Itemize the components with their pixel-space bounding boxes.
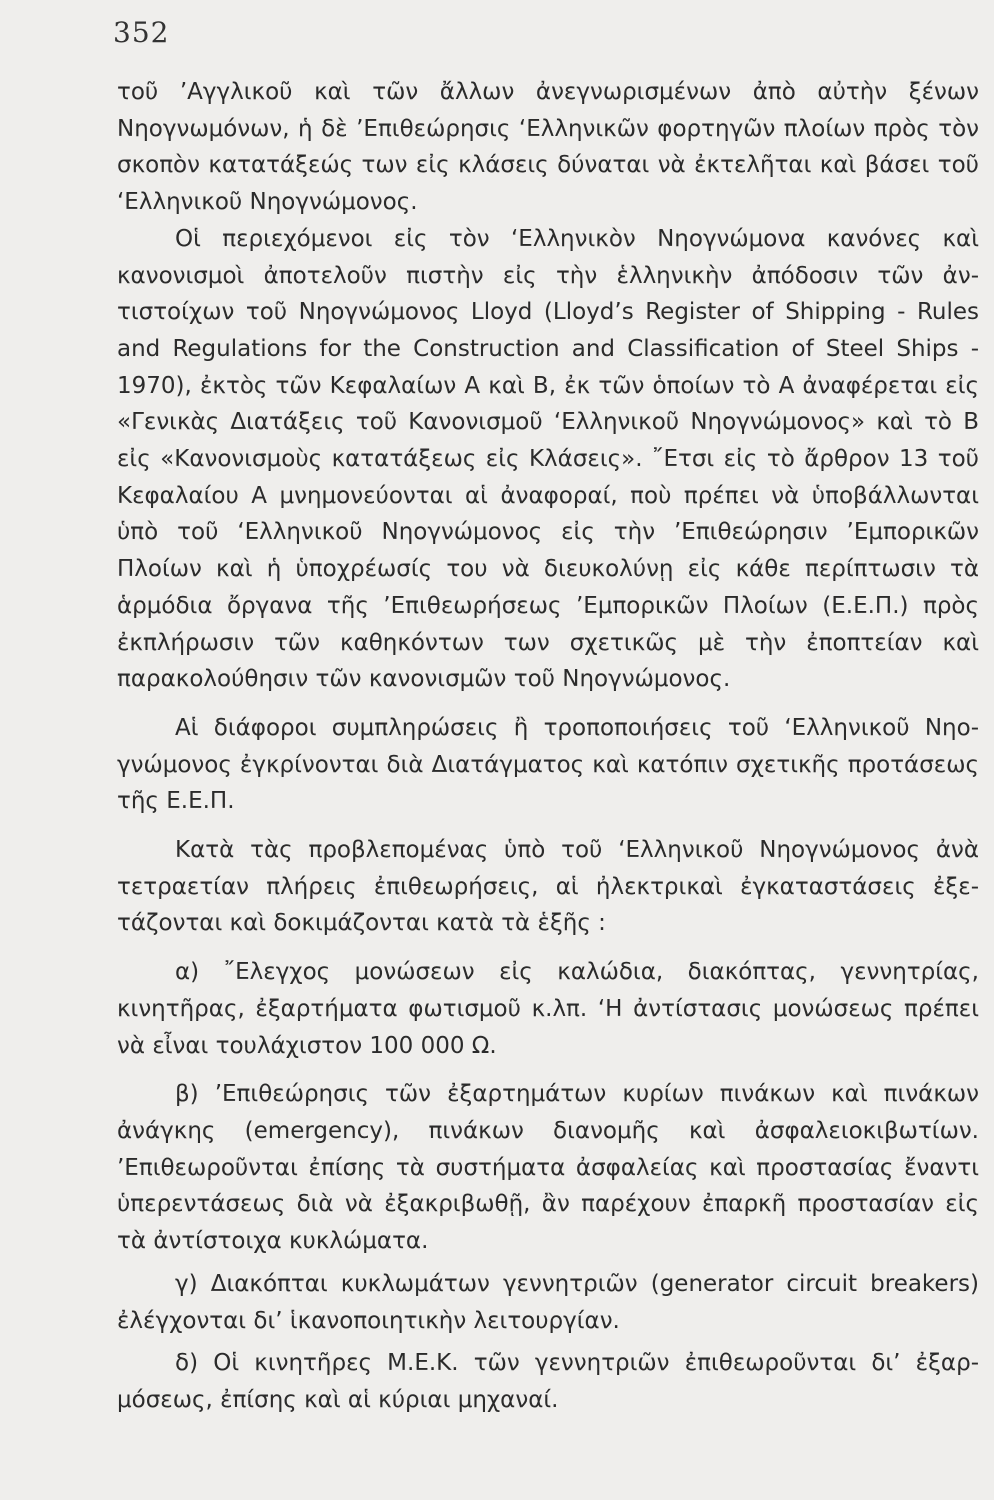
paragraph-inspections: Κατὰ τὰς προβλεπομένας ὑπὸ τοῦ ‘Ελληνικοῦ Νηογνώμονος ἀνὰ τετραετίαν πλήρεις ἐπιθεωρήσεις, αἱ ἠλεκτρικαὶ ἐγκαταστάσεις ἐξετάζονται καὶ δοκιμάζονται κατὰ τὰ ἑξῆς : xyxy=(117,837,979,937)
list-item-alpha: α) ῎Ελεγχος μονώσεων εἰς καλώδια, διακόπτας, γεννητρίας, κινητῆρας, ἐξαρτήματα φωτισμοῦ κ.λπ. ‘Η ἀντίστασις μονώσεως πρέπει νὰ εἶναι τουλάχιστον 100 000 Ω. xyxy=(117,959,979,1059)
list-item-beta: β) ’Επιθεώρησις τῶν ἐξαρτημάτων κυρίων πινάκων καὶ πινάκων ἀνάγκης (emergency), πινάκων διανομῆς καὶ ἀσφαλειοκιβωτίων. ’Επιθεωροῦνται ἐπίσης τὰ συστήματα ἀσφαλείας καὶ προστασίας ἔναντι ὑπερεντάσεως διὰ νὰ ἐξακριβωθῇ, ἂν παρέχουν ἐπαρκῆ προστασίαν εἰς τὰ ἀντίστοιχα κυκλώματα. xyxy=(117,1081,979,1255)
paragraph-lloyd-rules: Οἱ περιεχόμενοι εἰς τὸν ‘Ελληνικὸν Νηογνώμονα κανόνες καὶ κανονισμοὶ ἀποτελοῦν πιστὴν εἰς τὴν ἑλληνικὴν ἀπόδοσιν τῶν ἀντιστοίχων τοῦ Νηογνώμονος Lloyd (Lloyd’s Register of Shipping - Rules and Regulations for the Construction and Classification of Steel Ships - 1970), ἐκτὸς τῶν Κεφαλαίων Α καὶ Β, ἐκ τῶν ὁποίων τὸ Α ἀναφέρεται εἰς «Γενικὰς Διατάξεις τοῦ Κανονισμοῦ ‘Ελληνικοῦ Νηογνώμονος» καὶ τὸ Β εἰς «Κανονισμοὺς κατατάξεως εἰς Κλάσεις». ῎Ετσι εἰς τὸ ἄρθρον 13 τοῦ Κεφαλαίου Α μνημονεύονται αἱ ἀναφοραί, ποὺ πρέπει νὰ ὑποβάλλωνται ὑπὸ τοῦ ‘Ελληνικοῦ Νηογνώμονος εἰς τὴν ’Επιθεώρησιν ’Εμπορικῶν Πλοίων καὶ ἡ ὑποχρέωσίς του νὰ διευκολύνῃ εἰς κάθε περίπτωσιν τὰ ἁρμόδια ὄργανα τῆς ’Επιθεωρήσεως ’Εμπορικῶν Πλοίων (Ε.Ε.Π.) πρὸς ἐκπλήρωσιν τῶν καθηκόντων των σχετικῶς μὲ τὴν ἐποπτείαν καὶ παρακολούθησιν τῶν κανονισμῶν τοῦ Νηογνώμονος. xyxy=(117,225,979,693)
list-item-gamma: γ) Διακόπται κυκλωμάτων γεννητριῶν (generator circuit breakers) ἐλέγχονται δι’ ἱκανοποιητικὴν λειτουργίαν. xyxy=(117,1270,979,1334)
paragraph-amendments: Αἱ διάφοροι συμπληρώσεις ἢ τροποποιήσεις τοῦ ‘Ελληνικοῦ Νηογνώμονος ἐγκρίνονται διὰ Διατάγματος καὶ κατόπιν σχετικῆς προτάσεως τῆς Ε.Ε.Π. xyxy=(117,714,979,815)
page-body xyxy=(117,74,979,1419)
paragraph-continuation: τοῦ ’Αγγλικοῦ καὶ τῶν ἄλλων ἀνεγνωρισμένων ἀπὸ αὐτὴν ξένων Νηογνωμόνων, ἡ δὲ ’Επιθεώρησις ‘Ελληνικῶν φορτηγῶν πλοίων πρὸς τὸν σκοπὸν κατατάξεώς των εἰς κλάσεις δύναται νὰ ἐκτελῆται καὶ βάσει τοῦ ‘Ελληνικοῦ Νηογνώμονος. xyxy=(117,79,979,216)
page-number: 352 xyxy=(113,16,170,49)
list-item-delta: δ) Οἱ κινητῆρες Μ.Ε.Κ. τῶν γεννητριῶν ἐπιθεωροῦνται δι’ ἐξαρμόσεως, ἐπίσης καὶ αἱ κύριαι μηχαναί. xyxy=(117,1350,979,1413)
